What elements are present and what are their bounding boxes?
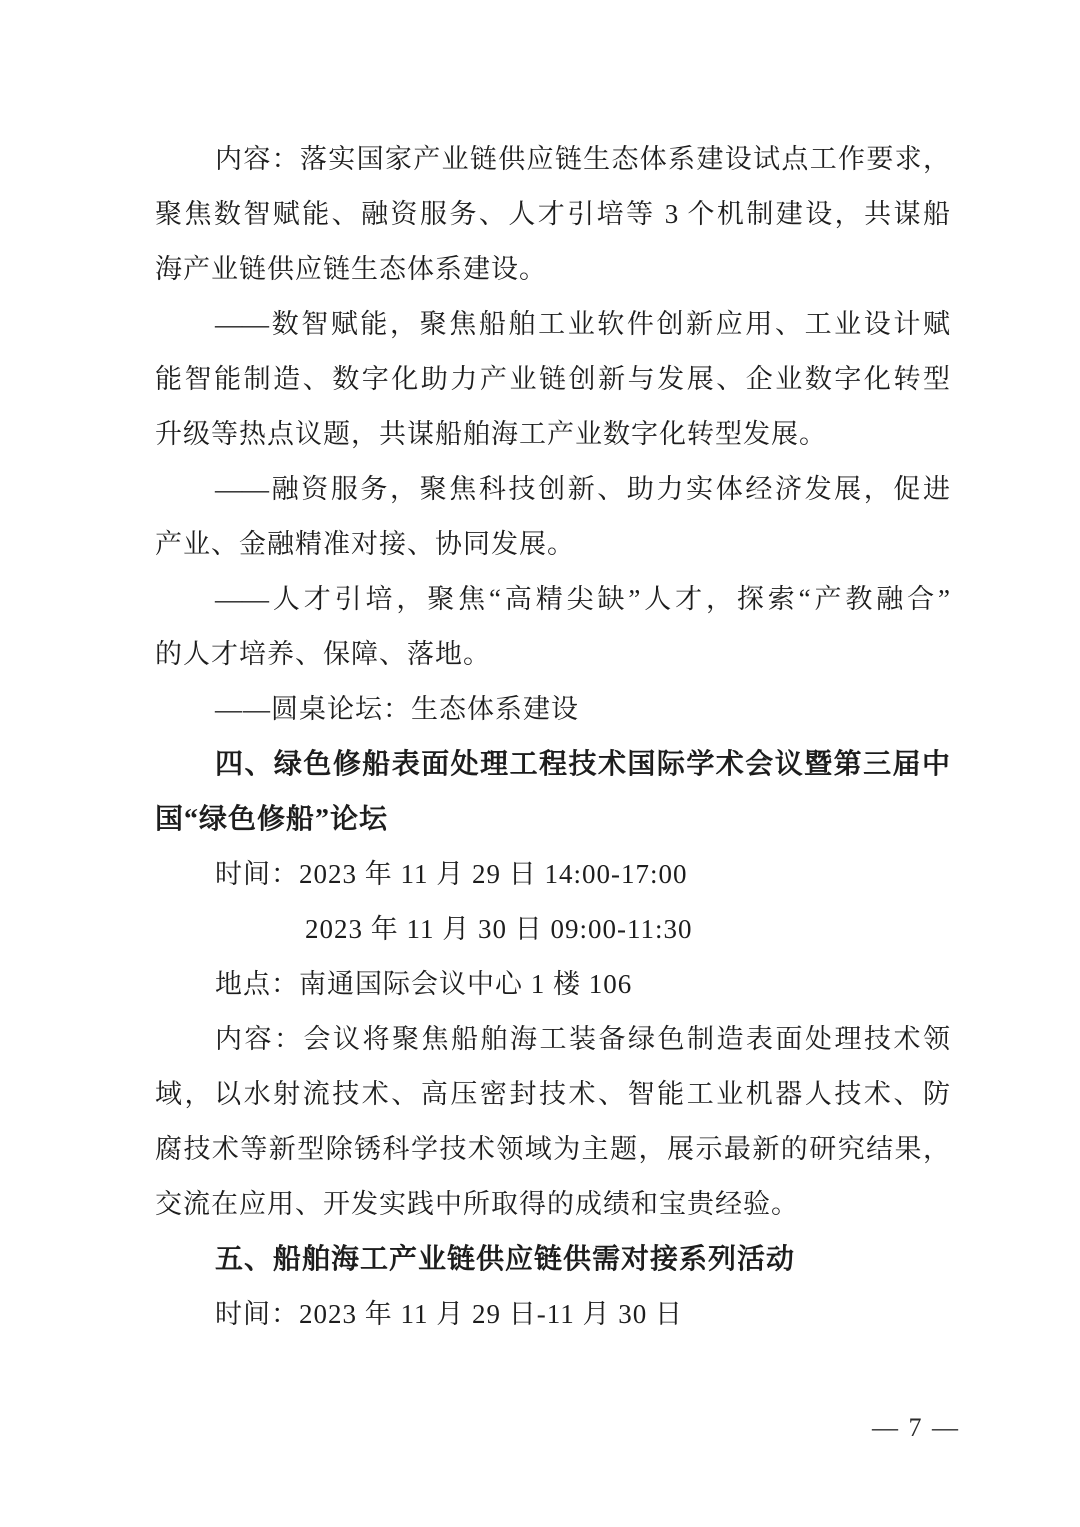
section-4-heading-line-1: 四、绿色修船表面处理工程技术国际学术会议暨第三届中 bbox=[215, 749, 950, 780]
section-4-content-line-3: 腐技术等新型除锈科学技术领域为主题，展示最新的研究结果， bbox=[155, 1134, 950, 1164]
para-2-line-2: 能智能制造、数字化助力产业链创新与发展、企业数字化转型 bbox=[155, 364, 950, 394]
document-body bbox=[155, 132, 950, 1342]
para-1-line-3: 海产业链供应链生态体系建设。 bbox=[155, 254, 547, 284]
section-4-content-line-4: 交流在应用、开发实践中所取得的成绩和宝贵经验。 bbox=[155, 1189, 799, 1219]
para-1-line-2: 聚焦数智赋能、融资服务、人才引培等 3 个机制建设，共谋船 bbox=[155, 199, 950, 229]
section-4-heading-line-2: 国“绿色修船”论坛 bbox=[155, 804, 389, 835]
para-1-line-1: 内容：落实国家产业链供应链生态体系建设试点工作要求， bbox=[215, 144, 950, 174]
para-4-line-1: ——人才引培，聚焦“高精尖缺”人才，探索“产教融合” bbox=[215, 584, 950, 614]
section-4-content-line-2: 域，以水射流技术、高压密封技术、智能工业机器人技术、防 bbox=[155, 1079, 950, 1109]
para-3-line-1: ——融资服务，聚焦科技创新、助力实体经济发展，促进 bbox=[215, 474, 950, 504]
para-5-line-1: ——圆桌论坛：生态体系建设 bbox=[215, 694, 579, 724]
section-5-time-line-1: 时间：2023 年 11 月 29 日-11 月 30 日 bbox=[215, 1299, 683, 1329]
page-number: — 7 — bbox=[872, 1413, 960, 1442]
section-4-location-line: 地点：南通国际会议中心 1 楼 106 bbox=[215, 969, 633, 999]
para-2-line-1: ——数智赋能，聚焦船舶工业软件创新应用、工业设计赋 bbox=[215, 309, 950, 339]
para-2-line-3: 升级等热点议题，共谋船舶海工产业数字化转型发展。 bbox=[155, 419, 827, 449]
para-3-line-2: 产业、金融精准对接、协同发展。 bbox=[155, 529, 575, 559]
section-4-time-line-1: 时间：2023 年 11 月 29 日 14:00-17:00 bbox=[215, 859, 688, 889]
section-4-content-line-1: 内容：会议将聚焦船舶海工装备绿色制造表面处理技术领 bbox=[215, 1024, 950, 1054]
section-4-time-line-2: 2023 年 11 月 30 日 09:00-11:30 bbox=[305, 914, 693, 944]
section-5-heading-line-1: 五、船舶海工产业链供应链供需对接系列活动 bbox=[215, 1244, 796, 1275]
para-4-line-2: 的人才培养、保障、落地。 bbox=[155, 639, 491, 669]
